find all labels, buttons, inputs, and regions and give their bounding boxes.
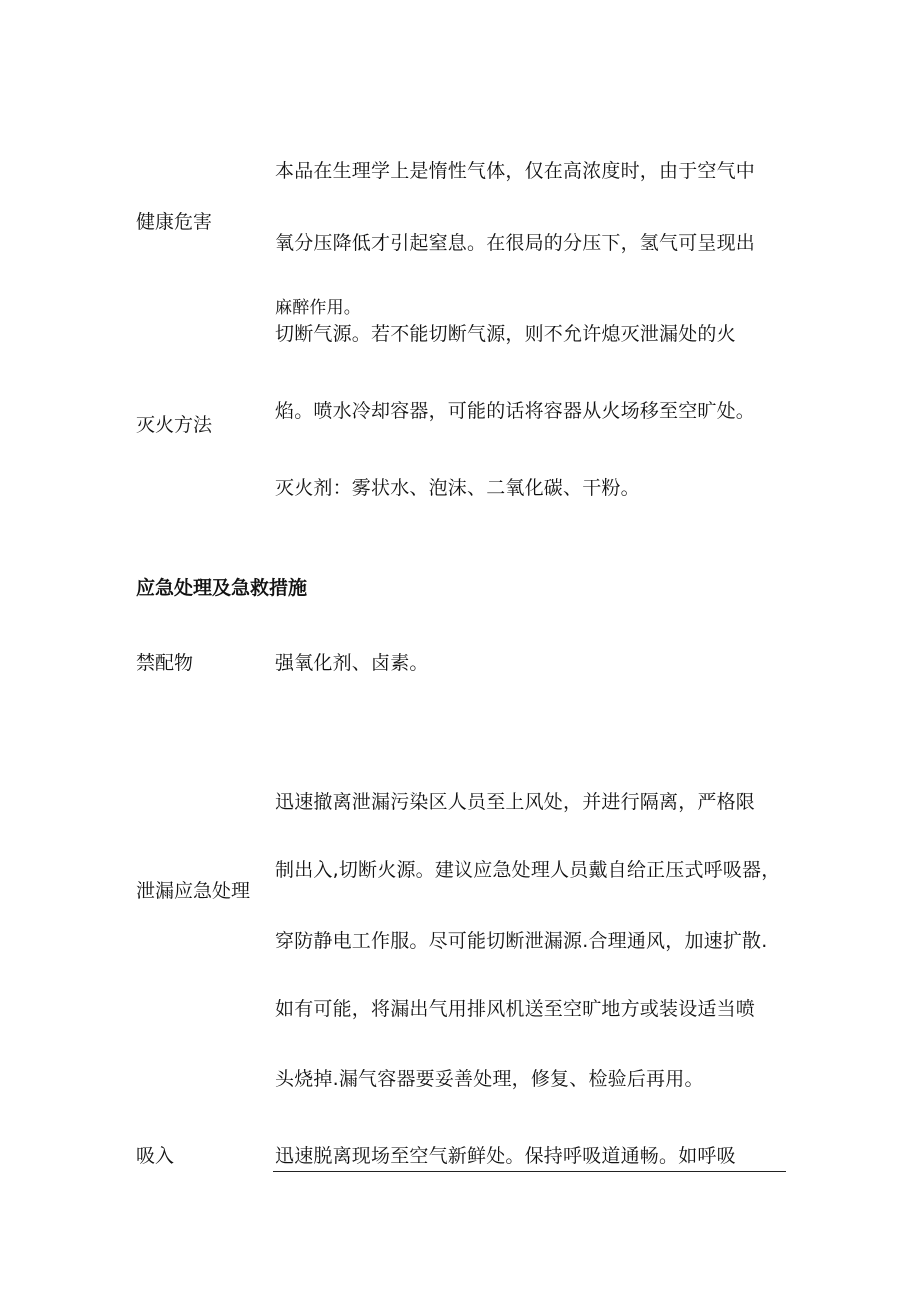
- fire-fighting-line-2: 焰。喷水冷却容器，可能的话将容器从火场移至空旷处。: [275, 400, 756, 422]
- fire-fighting-label: 灭火方法: [136, 414, 213, 436]
- fire-fighting-line-3: 灭火剂：雾状水、泡沫、二氧化碳、干粉。: [275, 477, 640, 499]
- health-hazard-line-1: 本品在生理学上是惰性气体，仅在高浓度时，由于空气中: [275, 160, 756, 182]
- incompatible-text: 强氧化剂、卤素。: [275, 652, 429, 674]
- leak-response-label: 泄漏应急处理: [136, 880, 251, 902]
- health-hazard-line-2: 氧分压降低才引起窒息。在很局的分压下，氢气可呈现出: [275, 232, 756, 254]
- leak-response-line-5: 头烧掉.漏气容器要妥善处理，修复、检验后再用。: [275, 1068, 704, 1090]
- leak-response-line-2: 制出入,切断火源。建议应急处理人员戴自给正压式呼吸器，: [275, 859, 781, 881]
- health-hazard-line-3: 麻醉作用。: [275, 298, 361, 318]
- emergency-section-heading: 应急处理及急救措施: [136, 577, 308, 599]
- fire-fighting-line-1: 切断气源。若不能切断气源，则不允许熄灭泄漏处的火: [275, 323, 736, 345]
- leak-response-line-4: 如有可能，将漏出气用排风机送至空旷地方或装设适当喷: [275, 998, 756, 1020]
- incompatible-label: 禁配物: [136, 652, 194, 674]
- inhalation-label: 吸入: [136, 1145, 175, 1167]
- leak-response-line-1: 迅速撤离泄漏污染区人员至上风处，并进行隔离，严格限: [275, 791, 756, 813]
- health-hazard-label: 健康危害: [136, 211, 213, 233]
- table-bottom-rule: [273, 1171, 786, 1172]
- leak-response-line-3: 穿防静电工作服。尽可能切断泄漏源.合理通风，加速扩散.: [275, 930, 768, 952]
- inhalation-text: 迅速脱离现场至空气新鲜处。保持呼吸道通畅。如呼吸: [275, 1145, 736, 1167]
